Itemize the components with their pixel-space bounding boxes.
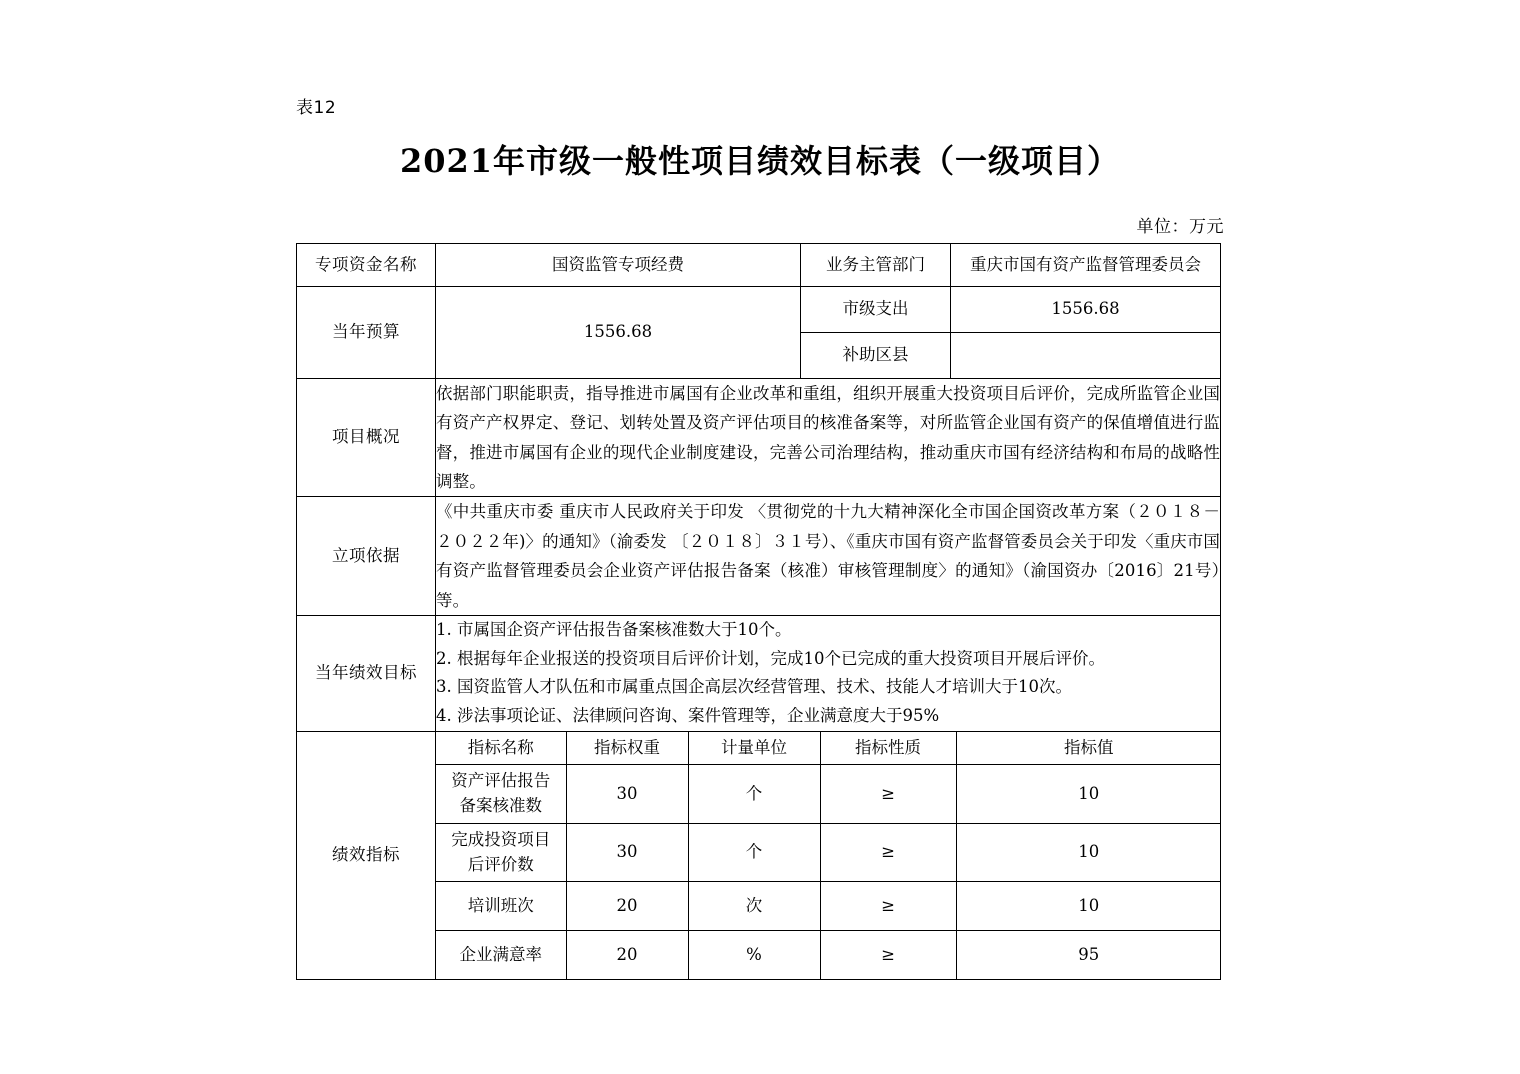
department-value: 重庆市国有资产监督管理委员会 — [951, 244, 1221, 287]
indicator-unit: 个 — [688, 765, 820, 824]
indicator-unit: 个 — [688, 823, 820, 882]
indicator-weight: 30 — [566, 765, 688, 824]
indicator-name-line2: 备案核准数 — [459, 796, 542, 816]
district-subsidy-value — [951, 333, 1221, 379]
indicator-value: 10 — [956, 823, 1221, 882]
establishment-basis-text: 《中共重庆市委 重庆市人民政府关于印发 〈贯彻党的十九大精神深化全市国企国资改革方案（２０１８－２０２２年)〉的通知》（渝委发 〔２０１８〕３１号）、《重庆市国有资产监督管委员会关于印发〈重庆市国有资产监督管理委员会企业资产评估报告备案（核准）审核管理制度〉的通知》（渝国资办〔2016〕21号）等。 — [436, 502, 1220, 610]
indicator-name-line1: 资产评估报告 — [451, 771, 551, 791]
city-expenditure-label: 市级支出 — [801, 287, 951, 333]
indicator-weight: 20 — [566, 931, 688, 980]
indicator-value: 95 — [956, 931, 1221, 980]
indicator-nature: ≥ — [820, 823, 956, 882]
indicator-name-line1: 完成投资项目 — [451, 829, 551, 849]
annual-goals-label: 当年绩效目标 — [297, 615, 436, 731]
indicators-table — [436, 732, 1221, 980]
indicator-name: 企业满意率 — [436, 931, 566, 980]
indicators-header-row — [436, 732, 1221, 765]
annual-goal-item: 4. 涉法事项论证、法律顾问咨询、案件管理等，企业满意度大于95% — [436, 705, 940, 725]
indicator-unit: % — [688, 931, 820, 980]
department-label: 业务主管部门 — [801, 244, 951, 287]
indicators-column-header-unit: 计量单位 — [688, 732, 820, 765]
establishment-basis-cell — [436, 497, 1221, 615]
fund-name-label: 专项资金名称 — [297, 244, 436, 287]
unit-label: 单位：万元 — [1136, 217, 1224, 237]
establishment-basis-label: 立项依据 — [297, 497, 436, 615]
table-row-annual-goals — [297, 615, 1221, 731]
indicator-weight: 30 — [566, 823, 688, 882]
budget-label: 当年预算 — [297, 287, 436, 379]
fund-name-value: 国资监管专项经费 — [436, 244, 801, 287]
indicator-nature: ≥ — [820, 882, 956, 931]
indicator-nature: ≥ — [820, 931, 956, 980]
table-row-project-overview — [297, 379, 1221, 497]
indicators-table-row — [436, 931, 1221, 980]
annual-goal-item: 2. 根据每年企业报送的投资项目后评价计划，完成10个已完成的重大投资项目开展后评价。 — [436, 648, 1105, 668]
indicator-value: 10 — [956, 882, 1221, 931]
indicators-column-header-nature: 指标性质 — [820, 732, 956, 765]
annual-goal-item: 3. 国资监管人才队伍和市属重点国企高层次经营管理、技术、技能人才培训大于10次。 — [436, 677, 1072, 697]
table-row-fund-name — [297, 244, 1221, 287]
indicator-unit: 次 — [688, 882, 820, 931]
table-row-budget-city — [297, 287, 1221, 333]
annual-goals-cell — [436, 615, 1221, 731]
indicators-column-header-name: 指标名称 — [436, 732, 566, 765]
table-row-performance-indicators — [297, 731, 1221, 980]
project-overview-text: 依据部门职能职责，指导推进市属国有企业改革和重组，组织开展重大投资项目后评价，完成所监管企业国有资产产权界定、登记、划转处置及资产评估项目的核准备案等，对所监管企业国有资产的保值增值进行监督，推进市属国有企业的现代企业制度建设，完善公司治理结构，推动重庆市国有经济结构和布局的战略性调整。 — [436, 384, 1220, 492]
indicator-name — [436, 823, 566, 882]
city-expenditure-value: 1556.68 — [951, 287, 1221, 333]
indicators-table-row — [436, 882, 1221, 931]
district-subsidy-label: 补助区县 — [801, 333, 951, 379]
performance-indicators-cell — [436, 731, 1221, 980]
indicators-column-header-value: 指标值 — [956, 732, 1221, 765]
indicator-name — [436, 765, 566, 824]
performance-indicators-label: 绩效指标 — [297, 731, 436, 980]
indicator-nature: ≥ — [820, 765, 956, 824]
table-number-label: 表12 — [296, 98, 337, 118]
table-row-establishment-basis — [297, 497, 1221, 615]
indicators-table-row — [436, 823, 1221, 882]
performance-goal-table — [296, 243, 1221, 980]
annual-goal-item: 1. 市属国企资产评估报告备案核准数大于10个。 — [436, 619, 792, 639]
budget-total-value: 1556.68 — [436, 287, 801, 379]
project-overview-label: 项目概况 — [297, 379, 436, 497]
indicators-column-header-weight: 指标权重 — [566, 732, 688, 765]
indicator-name-line2: 后评价数 — [467, 854, 534, 874]
indicator-name: 培训班次 — [436, 882, 566, 931]
page-title: 2021年市级一般性项目绩效目标表（一级项目） — [399, 142, 1121, 180]
project-overview-cell — [436, 379, 1221, 497]
indicator-value: 10 — [956, 765, 1221, 824]
indicators-table-row — [436, 765, 1221, 824]
indicator-weight: 20 — [566, 882, 688, 931]
